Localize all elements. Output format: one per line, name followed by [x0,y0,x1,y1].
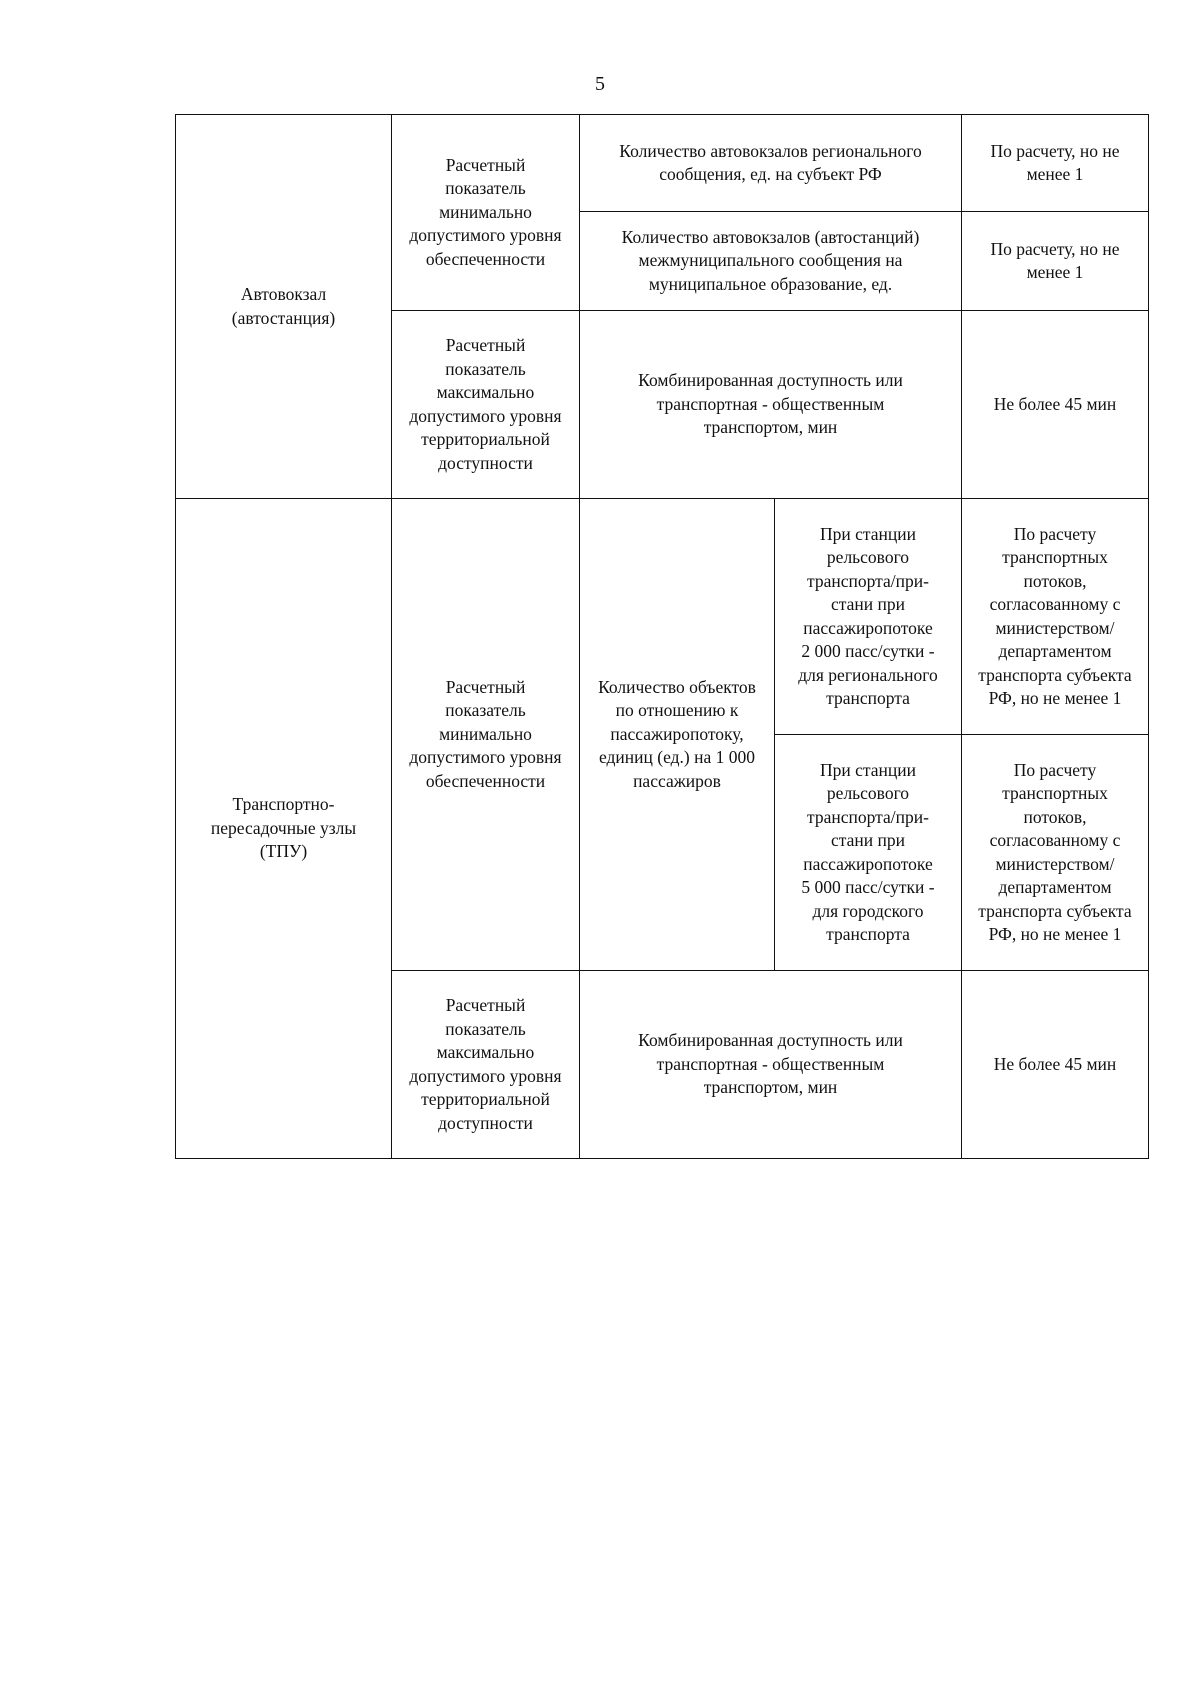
condition-cell: При станции рельсового транспорта/при- стани при пассажиропотоке 5 000 пасс/сутки - для городского транспорта [775,735,962,971]
min-indicator-cell: Расчетный показатель минимально допустимого уровня обеспеченности [392,115,580,311]
max-indicator-cell: Расчетный показатель максимально допустимого уровня территориальной доступности [392,311,580,499]
max-value-cell: Не более 45 мин [962,311,1149,499]
value-cell: По расчету, но не менее 1 [962,115,1149,212]
object-cell-tpu: Транспортно- пересадочные узлы (ТПУ) [176,499,392,1159]
max-parameter-cell: Комбинированная доступность или транспортная - общественным транспортом, мин [580,971,962,1159]
min-indicator-cell: Расчетный показатель минимально допустимого уровня обеспеченности [392,499,580,971]
max-parameter-cell: Комбинированная доступность или транспортная - общественным транспортом, мин [580,311,962,499]
parameter-cell: Количество автовокзалов (автостанций) межмуниципального сообщения на муниципальное образование, ед. [580,212,962,311]
condition-cell: При станции рельсового транспорта/при- стани при пассажиропотоке 2 000 пасс/сутки - для регионального транспорта [775,499,962,735]
parameter-cell: Количество автовокзалов регионального сообщения, ед. на субъект РФ [580,115,962,212]
table-row [176,499,1149,735]
value-cell: По расчету, но не менее 1 [962,212,1149,311]
norms-table [175,114,1149,1159]
page-number: 5 [595,73,605,95]
max-value-cell: Не более 45 мин [962,971,1149,1159]
object-cell-bus-station: Автовокзал (автостанция) [176,115,392,499]
value-cell: По расчету транспортных потоков, согласованному с министерством/ департаментом транспорта субъекта РФ, но не менее 1 [962,499,1149,735]
max-indicator-cell: Расчетный показатель максимально допустимого уровня территориальной доступности [392,971,580,1159]
min-parameter-cell: Количество объектов по отношению к пассажиропотоку, единиц (ед.) на 1 000 пассажиров [580,499,775,971]
value-cell: По расчету транспортных потоков, согласованному с министерством/ департаментом транспорта субъекта РФ, но не менее 1 [962,735,1149,971]
table-row [176,115,1149,212]
